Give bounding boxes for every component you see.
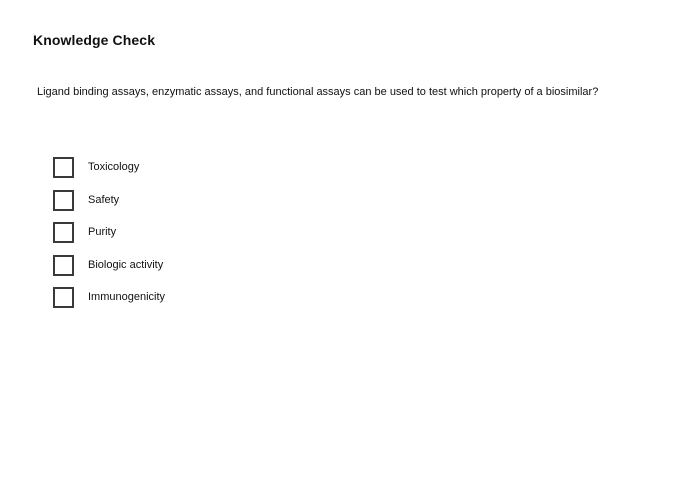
checkbox[interactable] xyxy=(53,255,74,276)
option-label: Immunogenicity xyxy=(88,291,166,303)
option-safety[interactable] xyxy=(53,190,165,211)
checkbox[interactable] xyxy=(53,287,74,308)
page-title: Knowledge Check xyxy=(33,32,156,48)
question-text: Ligand binding assays, enzymatic assays, and functional assays can be used to test which property of a biosimilar? xyxy=(37,86,599,98)
checkbox[interactable] xyxy=(53,222,74,243)
option-biologic-activity[interactable] xyxy=(53,255,165,276)
checkbox[interactable] xyxy=(53,157,74,178)
option-purity[interactable] xyxy=(53,222,165,243)
option-label: Purity xyxy=(88,226,117,238)
option-label: Toxicology xyxy=(88,161,140,173)
answer-options-list xyxy=(53,157,165,320)
option-toxicology[interactable] xyxy=(53,157,165,178)
checkbox[interactable] xyxy=(53,190,74,211)
option-label: Biologic activity xyxy=(88,258,164,271)
option-immunogenicity[interactable] xyxy=(53,287,165,308)
option-label: Safety xyxy=(88,193,120,206)
